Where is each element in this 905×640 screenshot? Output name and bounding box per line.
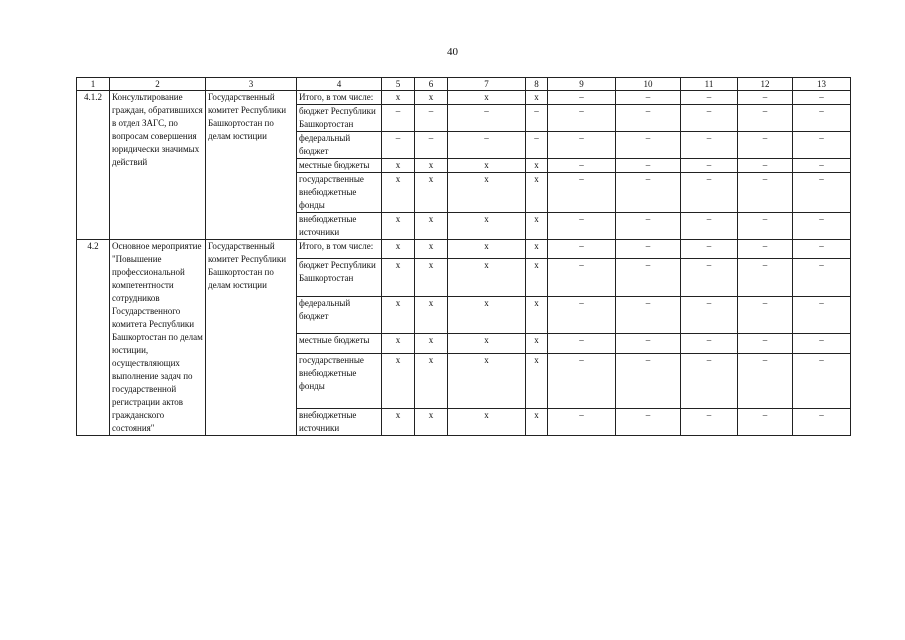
- cell-value: х: [526, 259, 548, 296]
- cell-value: –: [793, 132, 851, 159]
- cell-value: –: [793, 259, 851, 296]
- cell-value: х: [415, 173, 448, 213]
- cell-value: х: [415, 259, 448, 296]
- cell-value: х: [382, 334, 415, 353]
- cell-value: –: [738, 296, 793, 333]
- cell-value: –: [415, 105, 448, 132]
- cell-value: х: [526, 296, 548, 333]
- cell-value: –: [616, 91, 681, 105]
- cell-value: –: [382, 105, 415, 132]
- cell-value: –: [793, 353, 851, 408]
- cell-value: –: [616, 159, 681, 173]
- cell-value: –: [548, 240, 616, 259]
- cell-value: –: [793, 240, 851, 259]
- cell-value: –: [548, 132, 616, 159]
- funding-source: местные бюджеты: [297, 334, 382, 353]
- item-name: Консультирование граждан, обратившихся в отдел ЗАГС, по вопросам совершения юридически значимых действий: [110, 91, 206, 240]
- col-header: 11: [681, 78, 738, 91]
- cell-value: х: [448, 240, 526, 259]
- cell-value: –: [793, 105, 851, 132]
- cell-value: –: [382, 132, 415, 159]
- cell-value: –: [616, 409, 681, 436]
- cell-value: –: [793, 213, 851, 240]
- cell-value: –: [738, 91, 793, 105]
- cell-value: –: [616, 334, 681, 353]
- cell-value: –: [548, 334, 616, 353]
- cell-value: х: [415, 353, 448, 408]
- col-header: 4: [297, 78, 382, 91]
- funding-source: государственные внебюджетные фонды: [297, 173, 382, 213]
- cell-value: х: [448, 91, 526, 105]
- cell-value: –: [793, 91, 851, 105]
- cell-value: –: [448, 105, 526, 132]
- cell-value: –: [681, 353, 738, 408]
- cell-value: х: [415, 213, 448, 240]
- table-row: [77, 240, 851, 259]
- cell-value: х: [526, 159, 548, 173]
- cell-value: –: [738, 159, 793, 173]
- cell-value: –: [548, 296, 616, 333]
- funding-source: местные бюджеты: [297, 159, 382, 173]
- cell-value: –: [548, 353, 616, 408]
- funding-source: федеральный бюджет: [297, 296, 382, 333]
- funding-source: внебюджетные источники: [297, 213, 382, 240]
- cell-value: х: [382, 159, 415, 173]
- cell-value: х: [448, 409, 526, 436]
- funding-source: Итого, в том числе:: [297, 91, 382, 105]
- cell-value: –: [616, 132, 681, 159]
- cell-value: –: [681, 132, 738, 159]
- cell-value: х: [382, 173, 415, 213]
- cell-value: –: [616, 296, 681, 333]
- cell-value: –: [616, 353, 681, 408]
- cell-value: х: [415, 334, 448, 353]
- cell-value: х: [448, 296, 526, 333]
- cell-value: х: [382, 240, 415, 259]
- cell-value: х: [448, 334, 526, 353]
- cell-value: –: [526, 132, 548, 159]
- cell-value: х: [448, 353, 526, 408]
- cell-value: –: [738, 105, 793, 132]
- cell-value: –: [616, 105, 681, 132]
- cell-value: –: [616, 173, 681, 213]
- cell-value: –: [681, 334, 738, 353]
- cell-value: –: [548, 91, 616, 105]
- funding-source: внебюджетные источники: [297, 409, 382, 436]
- table-row: [77, 91, 851, 105]
- cell-value: х: [448, 173, 526, 213]
- cell-value: –: [681, 105, 738, 132]
- cell-value: –: [681, 409, 738, 436]
- cell-value: х: [526, 213, 548, 240]
- cell-value: –: [793, 409, 851, 436]
- cell-value: –: [738, 132, 793, 159]
- cell-value: –: [793, 296, 851, 333]
- cell-value: –: [448, 132, 526, 159]
- cell-value: –: [681, 159, 738, 173]
- cell-value: х: [526, 173, 548, 213]
- item-executor: Государственный комитет Республики Башкортостан по делам юстиции: [206, 91, 297, 240]
- cell-value: х: [448, 259, 526, 296]
- item-number: 4.1.2: [77, 91, 110, 240]
- cell-value: –: [415, 132, 448, 159]
- header-row: [77, 78, 851, 91]
- cell-value: х: [415, 296, 448, 333]
- cell-value: –: [793, 334, 851, 353]
- cell-value: –: [681, 91, 738, 105]
- cell-value: х: [415, 91, 448, 105]
- cell-value: –: [548, 259, 616, 296]
- funding-source: государственные внебюджетные фонды: [297, 353, 382, 408]
- page-number: 40: [447, 46, 458, 58]
- cell-value: –: [616, 240, 681, 259]
- cell-value: –: [738, 259, 793, 296]
- col-header: 2: [110, 78, 206, 91]
- funding-source: бюджет Республики Башкортостан: [297, 259, 382, 296]
- cell-value: х: [382, 353, 415, 408]
- cell-value: –: [738, 409, 793, 436]
- cell-value: –: [793, 173, 851, 213]
- funding-source: бюджет Республики Башкортостан: [297, 105, 382, 132]
- cell-value: –: [548, 173, 616, 213]
- col-header: 13: [793, 78, 851, 91]
- cell-value: –: [548, 105, 616, 132]
- col-header: 7: [448, 78, 526, 91]
- cell-value: х: [382, 91, 415, 105]
- cell-value: –: [738, 173, 793, 213]
- cell-value: –: [738, 240, 793, 259]
- cell-value: х: [382, 296, 415, 333]
- item-name: Основное мероприятие "Повышение профессиональной компетентности сотрудников Государственного комитета Республики Башкортостан по делам юстиции, осуществляющих выполнение задач по государственной регистрации актов гражданского состояния": [110, 240, 206, 436]
- col-header: 9: [548, 78, 616, 91]
- cell-value: –: [738, 353, 793, 408]
- cell-value: х: [526, 91, 548, 105]
- cell-value: –: [738, 213, 793, 240]
- cell-value: х: [526, 353, 548, 408]
- col-header: 8: [526, 78, 548, 91]
- cell-value: –: [616, 259, 681, 296]
- cell-value: х: [526, 409, 548, 436]
- program-table: [76, 77, 851, 436]
- cell-value: –: [681, 240, 738, 259]
- cell-value: х: [526, 240, 548, 259]
- cell-value: –: [681, 173, 738, 213]
- cell-value: –: [738, 334, 793, 353]
- funding-source: федеральный бюджет: [297, 132, 382, 159]
- cell-value: –: [548, 409, 616, 436]
- cell-value: х: [382, 409, 415, 436]
- cell-value: –: [526, 105, 548, 132]
- col-header: 6: [415, 78, 448, 91]
- cell-value: –: [616, 213, 681, 240]
- col-header: 3: [206, 78, 297, 91]
- cell-value: –: [681, 296, 738, 333]
- col-header: 12: [738, 78, 793, 91]
- col-header: 10: [616, 78, 681, 91]
- cell-value: х: [448, 159, 526, 173]
- item-executor: Государственный комитет Республики Башкортостан по делам юстиции: [206, 240, 297, 436]
- cell-value: –: [681, 213, 738, 240]
- cell-value: х: [526, 334, 548, 353]
- cell-value: х: [415, 159, 448, 173]
- cell-value: х: [415, 409, 448, 436]
- cell-value: х: [382, 213, 415, 240]
- cell-value: –: [548, 159, 616, 173]
- col-header: 5: [382, 78, 415, 91]
- cell-value: х: [415, 240, 448, 259]
- funding-source: Итого, в том числе:: [297, 240, 382, 259]
- col-header: 1: [77, 78, 110, 91]
- cell-value: х: [382, 259, 415, 296]
- cell-value: х: [448, 213, 526, 240]
- cell-value: –: [793, 159, 851, 173]
- cell-value: –: [681, 259, 738, 296]
- cell-value: –: [548, 213, 616, 240]
- item-number: 4.2: [77, 240, 110, 436]
